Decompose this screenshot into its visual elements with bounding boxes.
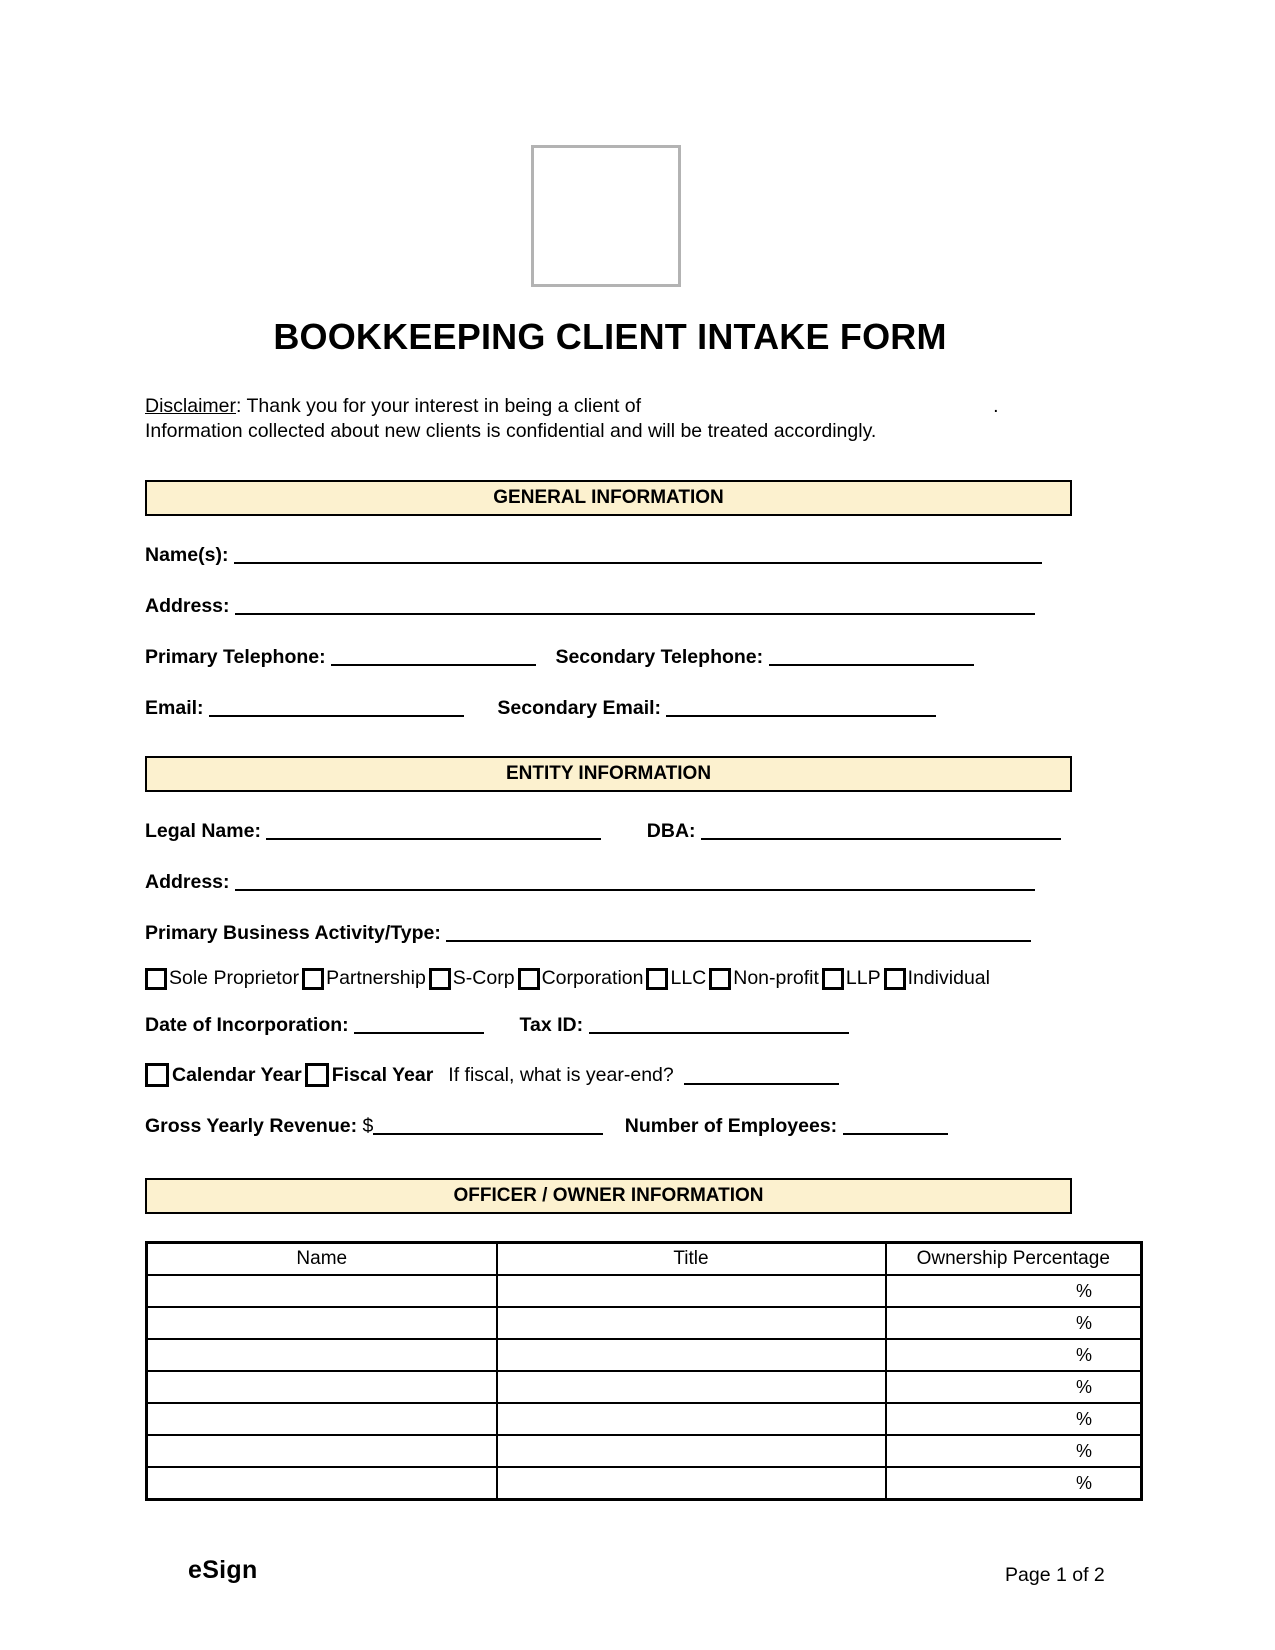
- officer-title-cell[interactable]: [497, 1403, 886, 1435]
- ownership-percentage-cell[interactable]: %: [886, 1403, 1142, 1435]
- date-of-incorporation-blank[interactable]: [354, 1014, 484, 1034]
- revenue-row: [145, 1115, 1275, 1138]
- ownership-percentage-cell[interactable]: %: [886, 1435, 1142, 1467]
- gross-revenue-label: Gross Yearly Revenue:: [145, 1115, 358, 1137]
- names-blank[interactable]: [234, 544, 1042, 564]
- officer-table-row: [147, 1275, 1142, 1307]
- ownership-percentage-cell[interactable]: %: [886, 1339, 1142, 1371]
- officer-title-cell[interactable]: [497, 1275, 886, 1307]
- email-blank[interactable]: [209, 697, 464, 717]
- officer-name-cell[interactable]: [147, 1467, 497, 1500]
- officer-table-row: [147, 1467, 1142, 1500]
- disclaimer: [145, 394, 1155, 444]
- entity-type-option: [646, 967, 706, 990]
- officer-table-row: [147, 1371, 1142, 1403]
- officer-name-cell[interactable]: [147, 1307, 497, 1339]
- address-row: [145, 595, 1275, 618]
- year-type-row: [145, 1063, 1275, 1087]
- entity-type-checkbox[interactable]: [822, 968, 844, 990]
- entity-type-option: [822, 967, 881, 990]
- employees-blank[interactable]: [843, 1115, 948, 1135]
- entity-type-option: [302, 967, 426, 990]
- entity-address-blank[interactable]: [235, 871, 1035, 891]
- officer-title-cell[interactable]: [497, 1339, 886, 1371]
- entity-type-checkbox[interactable]: [302, 968, 324, 990]
- entity-type-label: LLC: [670, 967, 707, 989]
- legal-name-row: [145, 820, 1275, 843]
- officer-title-cell[interactable]: [497, 1307, 886, 1339]
- fiscal-year-end-blank[interactable]: [684, 1065, 839, 1085]
- entity-type-checkbox[interactable]: [646, 968, 668, 990]
- secondary-telephone-blank[interactable]: [769, 646, 974, 666]
- officer-table-row: [147, 1435, 1142, 1467]
- officer-table-row: [147, 1307, 1142, 1339]
- title-column-header: Title: [497, 1243, 886, 1276]
- officer-owner-table: [145, 1241, 1143, 1501]
- year-type-option: [305, 1063, 434, 1087]
- section-header-entity: ENTITY INFORMATION: [145, 756, 1072, 792]
- entity-address-label: Address:: [145, 871, 230, 893]
- entity-type-option: [518, 967, 644, 990]
- entity-type-checkbox[interactable]: [145, 968, 167, 990]
- logo-placeholder-box: [531, 145, 681, 287]
- entity-address-row: [145, 871, 1275, 894]
- section-header-officer: OFFICER / OWNER INFORMATION: [145, 1178, 1072, 1214]
- entity-type-label: S-Corp: [452, 967, 515, 989]
- entity-type-checkbox[interactable]: [709, 968, 731, 990]
- entity-type-options: [145, 967, 1275, 990]
- entity-type-checkbox[interactable]: [884, 968, 906, 990]
- entity-type-label: Individual: [907, 967, 990, 989]
- telephone-row: [145, 646, 1275, 669]
- disclaimer-intro: : Thank you for your interest in being a client of: [236, 395, 642, 417]
- disclaimer-period: .: [993, 395, 999, 417]
- ownership-percentage-cell[interactable]: %: [886, 1371, 1142, 1403]
- primary-telephone-label: Primary Telephone:: [145, 646, 326, 668]
- esign-logo: eSign: [188, 1556, 258, 1584]
- email-row: [145, 697, 1275, 720]
- officer-title-cell[interactable]: [497, 1435, 886, 1467]
- tax-id-label: Tax ID:: [519, 1014, 584, 1036]
- disclaimer-label: Disclaimer: [145, 395, 237, 417]
- gross-revenue-blank[interactable]: [373, 1115, 603, 1135]
- secondary-telephone-label: Secondary Telephone:: [555, 646, 764, 668]
- entity-type-label: Non-profit: [733, 967, 819, 989]
- year-type-checkbox[interactable]: [305, 1063, 329, 1087]
- ownership-percentage-cell[interactable]: %: [886, 1275, 1142, 1307]
- tax-id-blank[interactable]: [589, 1014, 849, 1034]
- fiscal-question: If fiscal, what is year-end?: [448, 1063, 674, 1086]
- officer-name-cell[interactable]: [147, 1435, 497, 1467]
- name-column-header: Name: [147, 1243, 497, 1276]
- table-header-row: [147, 1243, 1142, 1276]
- dba-label: DBA:: [646, 820, 696, 842]
- business-activity-blank[interactable]: [446, 922, 1031, 942]
- names-row: [145, 544, 1275, 567]
- officer-name-cell[interactable]: [147, 1339, 497, 1371]
- entity-type-option: [884, 967, 990, 990]
- entity-type-label: Corporation: [541, 967, 644, 989]
- entity-type-label: LLP: [845, 967, 881, 989]
- officer-table-row: [147, 1403, 1142, 1435]
- officer-name-cell[interactable]: [147, 1275, 497, 1307]
- legal-name-blank[interactable]: [266, 820, 601, 840]
- secondary-email-blank[interactable]: [666, 697, 936, 717]
- business-activity-row: [145, 922, 1275, 945]
- year-type-label: Fiscal Year: [331, 1063, 434, 1086]
- entity-type-label: Sole Proprietor: [169, 967, 300, 989]
- entity-type-label: Partnership: [326, 967, 426, 989]
- employees-label: Number of Employees:: [624, 1115, 838, 1137]
- entity-type-option: [429, 967, 515, 990]
- legal-name-label: Legal Name:: [145, 820, 261, 842]
- entity-type-option: [145, 967, 299, 990]
- section-header-general: GENERAL INFORMATION: [145, 480, 1072, 516]
- currency-symbol: $: [362, 1115, 374, 1137]
- entity-type-checkbox[interactable]: [518, 968, 540, 990]
- officer-title-cell[interactable]: [497, 1467, 886, 1500]
- officer-table-row: [147, 1339, 1142, 1371]
- page-title: BOOKKEEPING CLIENT INTAKE FORM: [273, 316, 947, 357]
- address-blank[interactable]: [235, 595, 1035, 615]
- names-label: Name(s):: [145, 544, 229, 566]
- year-type-options: [145, 1063, 436, 1087]
- ownership-percentage-cell[interactable]: %: [886, 1307, 1142, 1339]
- incorporation-row: [145, 1014, 1275, 1037]
- secondary-email-label: Secondary Email:: [497, 697, 662, 719]
- year-type-label: Calendar Year: [172, 1063, 302, 1086]
- officer-name-cell[interactable]: [147, 1403, 497, 1435]
- entity-type-checkbox[interactable]: [429, 968, 451, 990]
- ownership-percentage-cell[interactable]: %: [886, 1467, 1142, 1500]
- dba-blank[interactable]: [701, 820, 1061, 840]
- disclaimer-line2: Information collected about new clients is confidential and will be treated accordingly.: [145, 420, 877, 442]
- page-indicator: Page 1 of 2: [1005, 1564, 1105, 1586]
- date-of-incorporation-label: Date of Incorporation:: [145, 1014, 349, 1036]
- year-type-option: [145, 1063, 302, 1087]
- email-label: Email:: [145, 697, 204, 719]
- ownership-column-header: Ownership Percentage: [886, 1243, 1142, 1276]
- year-type-checkbox[interactable]: [145, 1063, 169, 1087]
- officer-name-cell[interactable]: [147, 1371, 497, 1403]
- address-label: Address:: [145, 595, 230, 617]
- entity-type-option: [709, 967, 819, 990]
- business-activity-label: Primary Business Activity/Type:: [145, 922, 441, 944]
- primary-telephone-blank[interactable]: [331, 646, 536, 666]
- officer-title-cell[interactable]: [497, 1371, 886, 1403]
